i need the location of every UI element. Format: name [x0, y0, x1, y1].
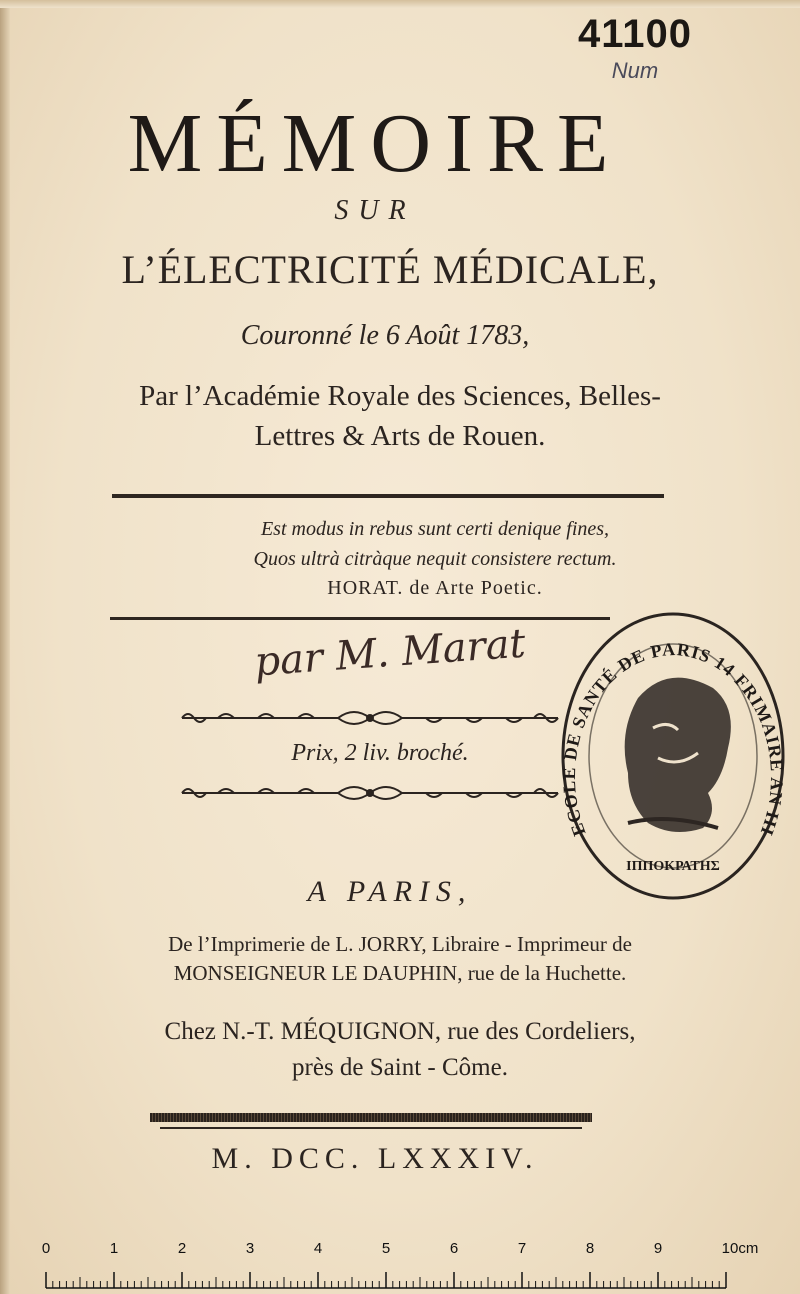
ruler-ticks	[20, 1240, 780, 1294]
ruler-label: 2	[177, 1240, 187, 1257]
crowned-date: Couronné le 6 Août 1783,	[240, 320, 530, 351]
ornamental-border	[178, 780, 562, 806]
price-label: Prix, 2 liv. broché.	[291, 740, 469, 766]
stamp-name: ΙΠΠΟΚΡΑΤΗΣ	[626, 859, 720, 874]
divider-rule	[160, 1127, 582, 1129]
divider-rule	[112, 494, 664, 498]
scale-ruler	[20, 1240, 780, 1294]
page-top-shadow	[0, 0, 800, 8]
academy-line-1: Par l’Académie Royale des Sciences, Belles-	[139, 380, 661, 412]
catalog-number: 41100	[577, 12, 693, 56]
ruler-label: 10cm	[721, 1240, 759, 1257]
epigraph-line-2: Quos ultrà citràque nequit consistere rectum.	[253, 548, 617, 570]
epigraph-source: HORAT. de Arte Poetic.	[327, 577, 543, 599]
imprint-city: A PARIS,	[307, 875, 473, 908]
academy-line-2: Lettres & Arts de Rouen.	[254, 420, 546, 452]
ruler-label: 3	[245, 1240, 255, 1257]
handwritten-attribution: par M. Marat	[252, 620, 528, 686]
ruler-label: 6	[449, 1240, 459, 1257]
hippocrates-portrait-icon	[625, 678, 731, 832]
ornamental-border	[178, 705, 562, 731]
title-subject: L’ÉLECTRICITÉ MÉDICALE,	[121, 247, 659, 292]
ruler-label: 8	[585, 1240, 595, 1257]
library-stamp	[558, 608, 788, 904]
catalog-note: Num	[611, 58, 659, 83]
epigraph-line-1: Est modus in rebus sunt certi denique fines,	[260, 518, 610, 540]
imprint-line-1: De l’Imprimerie de L. JORRY, Libraire - Imprimeur de	[168, 932, 632, 956]
main-title: MÉMOIRE	[127, 97, 623, 190]
ruler-label: 4	[313, 1240, 323, 1257]
ruler-label: 1	[109, 1240, 119, 1257]
page-edge-shadow	[0, 0, 10, 1294]
ruler-label: 9	[653, 1240, 663, 1257]
decorative-rule	[150, 1113, 592, 1122]
ruler-label: 5	[381, 1240, 391, 1257]
title-preposition: SUR	[334, 195, 416, 226]
ruler-label: 0	[41, 1240, 51, 1257]
imprint-line-4: près de Saint - Côme.	[292, 1054, 508, 1081]
publication-date: M. DCC. LXXXIV.	[211, 1142, 539, 1175]
imprint-line-3: Chez N.-T. MÉQUIGNON, rue des Cordeliers,	[164, 1018, 636, 1045]
stamp-ring-text: ECOLE DE SANTÉ DE PARIS 14 FRIMAIRE AN III	[558, 639, 788, 840]
ruler-label: 7	[517, 1240, 527, 1257]
imprint-line-2: MONSEIGNEUR LE DAUPHIN, rue de la Huchette.	[173, 961, 627, 985]
